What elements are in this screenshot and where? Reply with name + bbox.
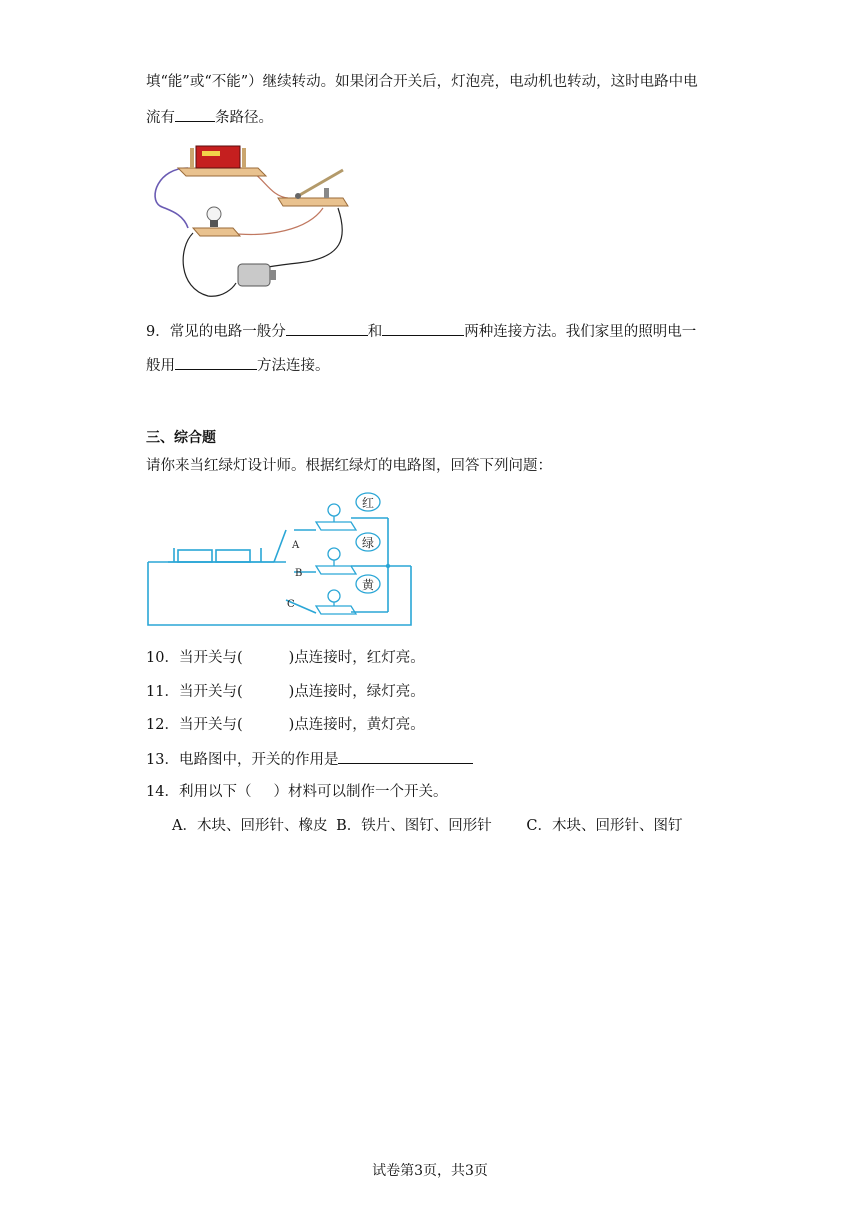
q9-line1-a: 9．常见的电路一般分: [146, 324, 286, 340]
q8-line2-post: 条路径。: [215, 110, 273, 126]
contact-a-label: A: [292, 540, 300, 551]
q8-line2: [146, 106, 273, 128]
q14-post: ）材料可以制作一个开关。: [273, 784, 448, 800]
section-heading: 三、综合题: [146, 430, 216, 446]
red-light-label: 红: [361, 496, 375, 510]
question-10: [146, 648, 425, 668]
q14-options: [172, 816, 682, 836]
answer-blank[interactable]: [175, 106, 215, 122]
option-b[interactable]: B．铁片、图钉、回形针: [336, 818, 492, 834]
question-11: [146, 682, 425, 702]
option-a[interactable]: A．木块、回形针、橡皮: [172, 818, 328, 834]
question-12: [146, 715, 425, 735]
answer-blank[interactable]: [382, 320, 464, 336]
contact-b-label: B: [295, 568, 303, 579]
q9-line2-a: 般用: [146, 358, 175, 374]
section-intro: 请你来当红绿灯设计师。根据红绿灯的电路图，回答下列问题：: [146, 458, 552, 474]
green-light-label: 绿: [361, 536, 375, 550]
q9-line1-c: 两种连接方法。我们家里的照明电一: [464, 324, 697, 340]
question-13: [146, 748, 473, 770]
contact-c-label: C: [287, 599, 295, 610]
question-14: [146, 782, 447, 802]
answer-blank[interactable]: [175, 354, 257, 370]
traffic-light-circuit-diagram: [146, 488, 416, 630]
q11-pre: 11．当开关与(: [146, 684, 243, 700]
q10-pre: 10．当开关与(: [146, 650, 243, 666]
q9-line2-b: 方法连接。: [257, 358, 330, 374]
q8-line2-pre: 流有: [146, 110, 175, 126]
q10-post: )点连接时，红灯亮。: [288, 650, 425, 666]
q9-line1: [146, 320, 696, 342]
q11-post: )点连接时，绿灯亮。: [288, 684, 425, 700]
page-footer: 试卷第3页，共3页: [372, 1163, 488, 1179]
q8-line1: 填“能”或“不能”）继续转动。如果闭合开关后，灯泡亮，电动机也转动，这时电路中电: [146, 74, 698, 90]
q9-line1-b: 和: [367, 324, 383, 340]
q14-pre: 14．利用以下（: [146, 784, 252, 800]
circuit-photo-illustration: [148, 138, 358, 303]
q12-post: )点连接时，黄灯亮。: [288, 717, 425, 733]
q13-pre: 13．电路图中，开关的作用是: [146, 752, 339, 768]
option-c[interactable]: C．木块、回形针、图钉: [526, 818, 683, 834]
q9-line2: [146, 354, 330, 376]
yellow-light-label: 黄: [361, 578, 375, 592]
answer-blank[interactable]: [286, 320, 368, 336]
q12-pre: 12．当开关与(: [146, 717, 243, 733]
answer-blank[interactable]: [338, 748, 473, 764]
